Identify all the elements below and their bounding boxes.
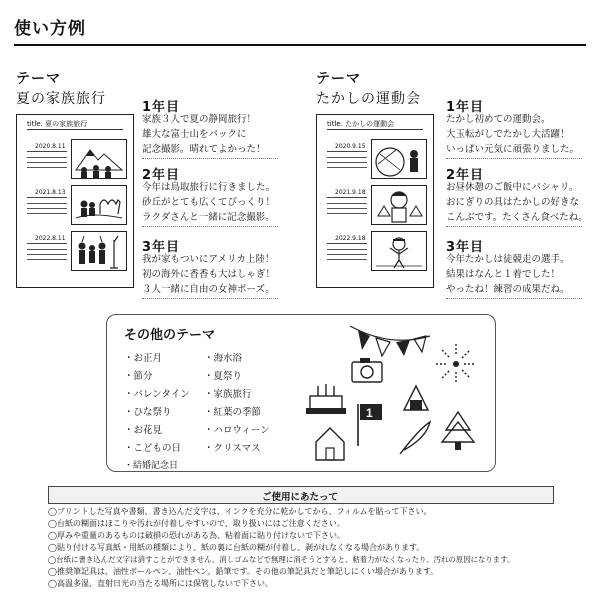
- entry-year: 2年目: [446, 168, 485, 183]
- entry-line: 初の海外に香香も大はしゃぎ！: [142, 269, 276, 280]
- theme-label: テーマ: [16, 71, 61, 87]
- theme-item: ・家族旅行: [204, 389, 252, 400]
- theme-item: ・海水浴: [204, 353, 243, 364]
- album-date: 2020.9.15: [335, 143, 366, 150]
- themes-illustration: [300, 318, 490, 466]
- divider: [142, 226, 278, 227]
- notice-line: ◯推奨筆記具は、油性ボールペン、油性ペン、鉛筆です。その他の筆記具だと筆記しにくい場合があります。: [48, 567, 439, 576]
- entry-line: 家族３人で夏の静岡旅行！: [142, 114, 257, 125]
- fireworks-icon: [436, 344, 476, 384]
- feather-icon: [400, 422, 430, 454]
- entry-year: 1年目: [142, 100, 181, 115]
- entry-line: 大玉転がしでたかし大活躍！: [446, 129, 570, 140]
- entry-line: 今年たかしは徒競走の選手。: [446, 254, 570, 265]
- svg-text:1: 1: [366, 406, 373, 420]
- album-date: 2021.9.18: [335, 189, 366, 196]
- album-sample: [316, 114, 434, 288]
- notice-line: ◯プリントした写真や書類、書き込んだ文字は、インクを充分に乾かしてから、フィルムを貼って下さい。: [48, 507, 432, 516]
- entry-line: 記念撮影。晴れてよかった！: [142, 144, 266, 155]
- entry-line: やったね！練習の成果だね。: [446, 284, 570, 295]
- notice-line: ◯高温多湿、直射日光の当たる場所には保管しないで下さい。: [48, 579, 273, 588]
- theme-item: ・夏祭り: [204, 371, 243, 382]
- photo-race: [371, 231, 427, 271]
- notice-line: ◯台紙の糊面はほこりや汚れが付着しやすいので、取り扱いにはご注意ください。: [48, 519, 345, 528]
- notice-line: ◯厚みや重量のあるものは破損の恐れがある為、粘着面に貼り付けないで下さい。: [48, 531, 345, 540]
- theme-item: ・クリスマス: [204, 443, 261, 454]
- photo-mountain: [71, 139, 127, 179]
- entry-line: 我が家もついにアメリカ上陸！: [142, 254, 275, 265]
- christmas-tree-icon: [442, 412, 474, 450]
- entry-line: 砂丘がとても広くてびっくり！: [142, 197, 276, 208]
- onigiri-icon: [404, 386, 428, 410]
- entry-line: 結果はなんと１着でした！: [446, 269, 561, 280]
- entry-line: 今年は鳥取旅行に行きました。: [142, 182, 276, 193]
- theme-title: たかしの運動会: [316, 91, 421, 107]
- photo-big-ball: [371, 139, 427, 179]
- flag-icon: [358, 404, 382, 446]
- album-title: title. たかしの運動会: [327, 120, 395, 128]
- entry-year: 1年目: [446, 100, 485, 115]
- notice-title: ご使用にあたって: [261, 492, 338, 503]
- album-date: 2021.8.13: [35, 189, 66, 196]
- entry-line: 雄大な富士山をバックに: [142, 129, 247, 140]
- divider: [142, 298, 278, 299]
- entry-line: お昼休憩のご飯中にパシャリ。: [446, 182, 579, 193]
- theme-label: テーマ: [316, 71, 361, 87]
- theme-item: ・こどもの日: [124, 443, 182, 454]
- entry-year: 3年目: [142, 240, 181, 255]
- entry-line: いっぱい元気に頑張りました。: [446, 144, 580, 155]
- entry-year: 3年目: [446, 240, 485, 255]
- entry-year: 2年目: [142, 168, 181, 183]
- cake-icon: [306, 384, 346, 414]
- house-icon: [316, 428, 344, 460]
- theme-item: ・結婚記念日: [124, 461, 179, 471]
- page-title: 使い方例: [14, 19, 86, 39]
- album-date: 2020.8.11: [35, 143, 66, 150]
- album-date: 2022.8.11: [35, 235, 66, 242]
- theme-item: ・ひな祭り: [124, 407, 172, 418]
- theme-item: ・節分: [124, 371, 153, 382]
- header-rule: [14, 44, 586, 46]
- camera-icon: [352, 358, 382, 382]
- entry-line: ３人一緒に自由の女神ポーズ。: [142, 284, 275, 295]
- divider: [446, 158, 582, 159]
- entry-line: こんぶです。たくさん食べたね。: [446, 212, 588, 223]
- album-date: 2022.9.18: [335, 235, 366, 242]
- theme-title: 夏の家族旅行: [16, 91, 106, 107]
- divider: [446, 226, 582, 227]
- notice-line: ◯台紙に書き込んだ文字は消すことができません。消しゴムなどで無理に消そうとすると、粘着力がなくなったり、汚れの原因になります。: [48, 555, 515, 564]
- theme-item: ・お花見: [124, 425, 163, 436]
- bunting-icon: [350, 326, 430, 356]
- theme-item: ・ハロウィーン: [204, 425, 270, 436]
- entry-line: ラクダさんと一緒に記念撮影。: [142, 212, 275, 223]
- album-title: title. 夏の家族旅行: [27, 120, 88, 128]
- album-sample: [16, 114, 134, 288]
- entry-line: たかし初めての運動会。: [446, 114, 551, 125]
- other-themes-title: その他のテーマ: [124, 328, 216, 343]
- photo-camel: [71, 185, 127, 225]
- entry-line: おにぎりの具はたかしの好きな: [446, 197, 580, 208]
- photo-statue: [71, 231, 127, 271]
- notice-line: ◯貼り付ける写真紙・用紙の種類により、紙の裏に台紙の糊が付着し、剥がれなくなる場合があります。: [48, 543, 425, 552]
- theme-item: ・バレンタイン: [124, 389, 190, 400]
- divider: [446, 298, 582, 299]
- divider: [142, 158, 278, 159]
- theme-item: ・紅葉の季節: [204, 407, 262, 418]
- theme-item: ・お正月: [124, 353, 163, 364]
- photo-lunch: [371, 185, 427, 225]
